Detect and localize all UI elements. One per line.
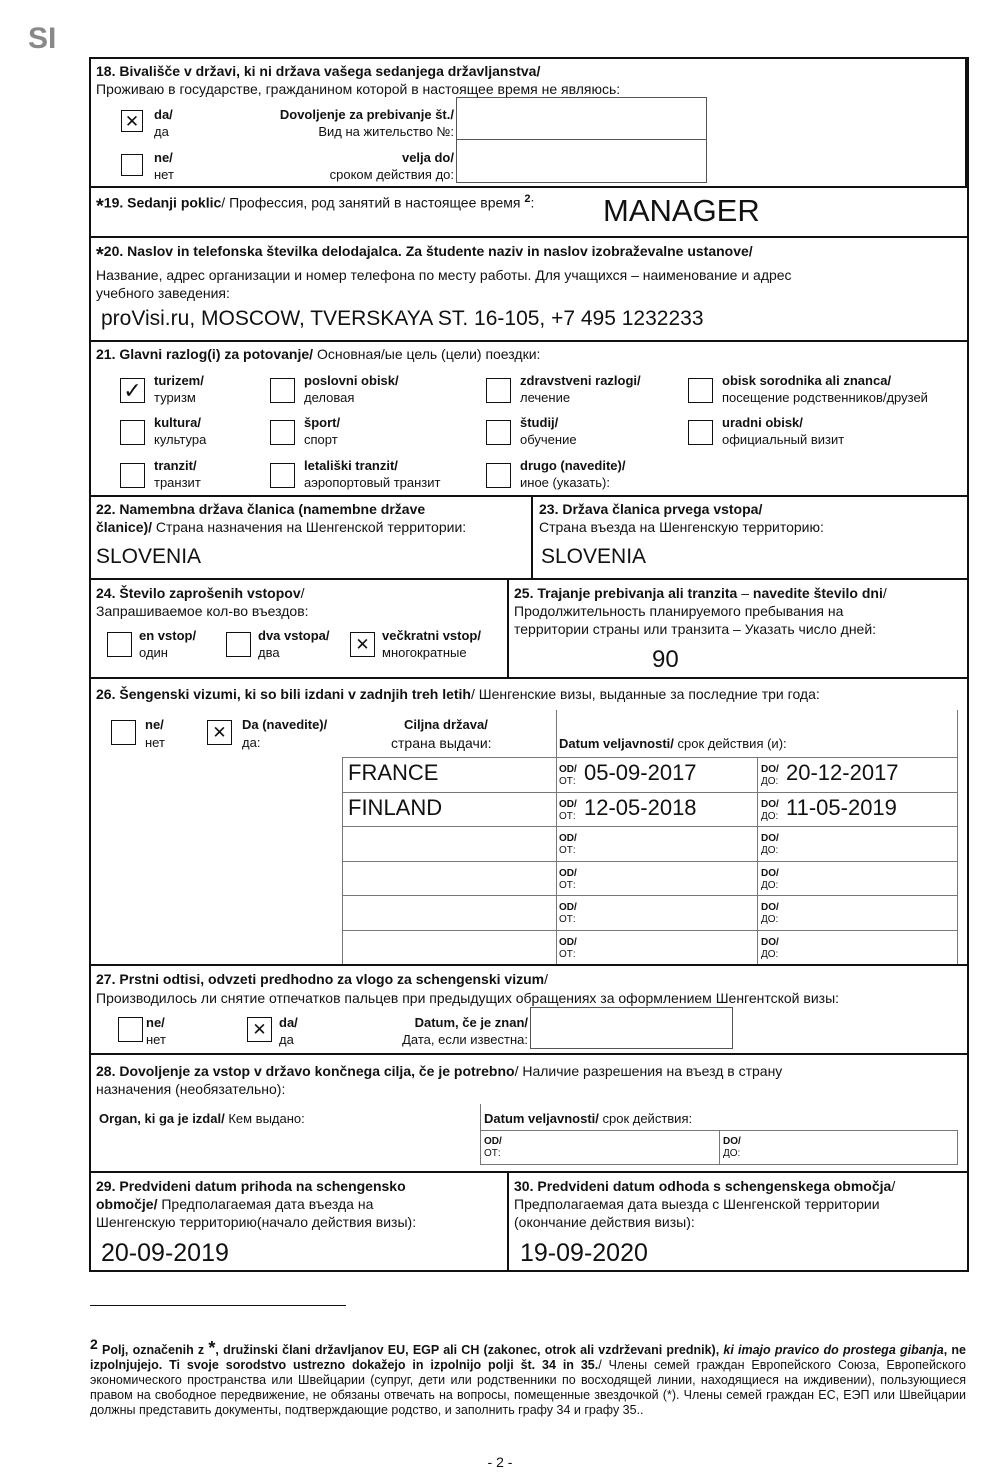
s21-option-label: kultura/ xyxy=(154,415,201,430)
s20-title-ru-2: учебного заведения: xyxy=(96,285,230,301)
s26-do-label: DO/ xyxy=(761,833,779,844)
s28-do-label-ru: ДО: xyxy=(723,1148,741,1159)
s28-organ-label-ru: Кем выдано: xyxy=(224,1111,305,1126)
s26-row-od-label xyxy=(559,902,577,926)
s26-do-label-ru: ДО: xyxy=(761,776,779,787)
s28-organ-label: Organ, ki ga je izdal/ xyxy=(99,1111,225,1126)
footnote-separator xyxy=(90,1305,346,1306)
s21-option-label-ru: посещение родственников/друзей xyxy=(722,390,928,405)
s26-od-label: OD/ xyxy=(559,833,577,844)
s21-option-label-ru: иное (указать): xyxy=(520,475,610,490)
s18-permit-label-ru: Вид на жительство №: xyxy=(318,124,454,139)
s22-title-ru: Страна назначения на Шенгенской территории: xyxy=(152,519,467,535)
s21-option-label-ru: обучение xyxy=(520,432,577,447)
s27-title-ru: Производилось ли снятие отпечатков пальцев при предыдущих обращениях за оформлением Шенгентской визы: xyxy=(96,990,840,1006)
s26-row-do-label xyxy=(761,868,779,892)
footnote-text-italic: ki imajo pravico do prostega gibanja xyxy=(723,1343,944,1358)
s21-option-label-ru: спорт xyxy=(304,432,338,447)
s26-no-label-ru: нет xyxy=(145,735,165,750)
s21-option-checkbox[interactable] xyxy=(486,378,511,403)
page-number: - 2 - xyxy=(487,1454,513,1470)
footnote xyxy=(90,1337,966,1418)
s28-validity-label: Datum veljavnosti/ xyxy=(484,1111,599,1126)
s26-do-label: DO/ xyxy=(761,868,779,879)
s26-row-to[interactable]: 11-05-2019 xyxy=(786,795,897,820)
s24-option-label: dva vstopa/ xyxy=(258,628,330,643)
s26-row-od-label xyxy=(559,799,577,823)
s18-no-label: ne/ xyxy=(154,150,173,165)
s26-do-label: DO/ xyxy=(761,764,779,775)
s21-option-checkbox[interactable] xyxy=(688,420,713,445)
s26-title: 26. Šengenski vizumi, ki so bili izdani v zadnjih treh letih xyxy=(96,686,471,702)
s27-title: 27. Prstni odtisi, odvzeti predhodno za vlogo za schengenski vizum xyxy=(96,971,545,987)
s21-option-label: tranzit/ xyxy=(154,458,197,473)
s19-title: 19. Sedanji poklic xyxy=(103,194,222,211)
s21-option-label-ru: культура xyxy=(154,432,207,447)
s26-row-from[interactable]: 05-09-2017 xyxy=(584,760,697,785)
s21-option-label: uradni obisk/ xyxy=(722,415,803,430)
footnote-text-3: , ne izpolnjujejo. Ti svoje sorodstvo ustrezno dokažejo in izpolnijo polji št. 34 in 35. xyxy=(90,1343,966,1373)
s26-no-label: ne/ xyxy=(145,717,164,732)
s24-option-label-ru: многократные xyxy=(382,645,467,660)
s21-option-checkbox[interactable] xyxy=(486,463,511,488)
s21-option-checkbox[interactable] xyxy=(120,463,145,488)
footnote-text-2: , družinski člani državljanov EU, EGP ali CH (zakonec, otrok ali vzdrževani prednik), xyxy=(215,1343,724,1358)
s26-row-do-label xyxy=(761,799,779,823)
s19-footnote-ref: 2 xyxy=(524,193,531,205)
s27-no-label-ru: нет xyxy=(146,1032,166,1047)
s28-title-ru-1: / Наличие разрешения на въезд в страну xyxy=(514,1063,783,1079)
s29-title-2: območje/ xyxy=(96,1196,158,1212)
s19-title-ru: / Профессия, род занятий в настоящее время xyxy=(221,194,521,211)
s26-country-label: Ciljna država/ xyxy=(404,717,488,732)
s28-validity-label-ru: срок действия: xyxy=(598,1111,693,1126)
footnote-number: 2 xyxy=(90,1336,98,1352)
s21-option-label-ru: туризм xyxy=(154,390,196,405)
s29-title-1: 29. Predvideni datum prihoda na schengensko xyxy=(96,1178,406,1194)
s27-no-checkbox[interactable] xyxy=(118,1017,143,1042)
s19-star: * xyxy=(96,195,104,218)
s18-valid-label: velja do/ xyxy=(401,150,454,165)
s26-do-label-ru: ДО: xyxy=(761,811,779,822)
s30-title-ru-1: Предполагаемая дата выезда с Шенгенской территории xyxy=(514,1196,880,1212)
s18-permit-field[interactable] xyxy=(456,97,707,140)
s18-no-label-ru: нет xyxy=(154,167,174,182)
s19-colon: : xyxy=(530,194,535,211)
s25-title: 25. Trajanje prebivanja ali tranzita xyxy=(514,585,738,601)
s30-title-ru-2: (окончание действия визы): xyxy=(514,1214,695,1230)
s26-do-label-ru: ДО: xyxy=(761,880,779,891)
s26-od-label: OD/ xyxy=(559,764,577,775)
s27-no-label: ne/ xyxy=(146,1015,165,1030)
s29-title-ru-2: Шенгенскую территорию(начало действия визы): xyxy=(96,1214,417,1230)
s27-yes-label: da/ xyxy=(279,1015,298,1030)
s26-od-label: OD/ xyxy=(559,868,577,879)
s21-option-label-ru: транзит xyxy=(154,475,201,490)
s24-title-ru: Запрашиваемое кол-во въездов: xyxy=(96,603,309,619)
s30-departure-value[interactable]: 19-09-2020 xyxy=(520,1239,648,1267)
s23-first-entry-value[interactable]: SLOVENIA xyxy=(541,545,647,568)
s27-date-field[interactable] xyxy=(530,1007,733,1049)
s24-option-label-ru: два xyxy=(258,645,280,660)
s27-date-label-ru: Дата, если известна: xyxy=(402,1032,528,1047)
s26-od-label-ru: ОТ: xyxy=(559,914,576,925)
s24-option-label: en vstop/ xyxy=(139,628,197,643)
s26-od-label-ru: ОТ: xyxy=(559,845,576,856)
s18-title-ru: Проживаю в государстве, гражданином которой в настоящее время не являюсь: xyxy=(96,81,621,97)
s26-row-od-label xyxy=(559,868,577,892)
s21-option-checkbox[interactable]: ✓ xyxy=(120,378,145,403)
s26-yes-label-ru: да: xyxy=(242,735,261,750)
s22-destination-value[interactable]: SLOVENIA xyxy=(96,545,202,568)
s23-title-ru: Страна въезда на Шенгенскую территорию: xyxy=(539,519,824,535)
footnote-text-ru: / Члены семей граждан Европейского Союза, Европейского экономического пространства или Швейцарии (супруг, дети или родственники по восходящей линии, находящиеся на иждивении), пользующиеся правом на свободное передвижение, не обязаны отвечать на вопросы, помещенные звездочкой (*). Члены семей граждан ЕС, ЕЭП или Швейцарии должны представить документы, подтверждающие родство, и заполнить графу 34 и графу 35.. xyxy=(90,1358,966,1418)
s24-title-slash: / xyxy=(300,585,305,601)
s21-title: 21. Glavni razlog(i) za potovanje/ xyxy=(96,346,314,362)
s27-date-label: Datum, če je znan/ xyxy=(414,1015,528,1030)
s29-title-ru-1: Предполагаемая дата въезда на xyxy=(157,1196,374,1212)
s26-validity-label-ru: срок действия (и): xyxy=(673,736,787,751)
s26-row-do-label xyxy=(761,902,779,926)
s25-title-dash: – xyxy=(737,585,753,601)
s25-title-ru-2: территории страны или транзита – Указать число дней: xyxy=(514,621,877,637)
s26-row-od-label xyxy=(559,937,577,961)
s25-title-ru-1: Продолжительность планируемого пребывания на xyxy=(514,603,844,619)
s26-do-label-ru: ДО: xyxy=(761,914,779,925)
s26-row-do-label xyxy=(761,937,779,961)
s26-yes-label: Da (navedite)/ xyxy=(242,717,328,732)
s18-valid-label-ru: сроком действия до: xyxy=(329,167,454,182)
s18-no-checkbox[interactable] xyxy=(121,154,143,176)
s20-title: 20. Naslov in telefonska številka delodajalca. Za študente naziv in naslov izobraževalne ustanove/ xyxy=(103,243,753,259)
s25-days-value[interactable]: 90 xyxy=(652,646,679,673)
s26-od-label-ru: ОТ: xyxy=(559,776,576,787)
s21-option-label: letališki tranzit/ xyxy=(304,458,398,473)
s26-do-label-ru: ДО: xyxy=(761,845,779,856)
s30-title: 30. Predvideni datum odhoda s schengenskega območja xyxy=(514,1178,892,1194)
s19-occupation-value[interactable]: MANAGER xyxy=(603,193,760,228)
s21-option-label: drugo (navedite)/ xyxy=(520,458,626,473)
s26-od-label-ru: ОТ: xyxy=(559,880,576,891)
s27-yes-label-ru: да xyxy=(279,1032,294,1047)
s18-yes-label-ru: да xyxy=(154,124,169,139)
s26-od-label: OD/ xyxy=(559,799,577,810)
s28-title-ru-2: назначения (необязательно): xyxy=(96,1081,286,1097)
s26-row-line xyxy=(342,930,958,931)
s18-yes-label: da/ xyxy=(154,107,173,122)
s26-row-do-label xyxy=(761,833,779,857)
s26-do-label: DO/ xyxy=(761,799,779,810)
s21-option-checkbox[interactable] xyxy=(270,378,295,403)
s26-od-label: OD/ xyxy=(559,937,577,948)
s21-option-label-ru: официальный визит xyxy=(722,432,845,447)
s22-title-1: 22. Namembna država članica (namembne države xyxy=(96,501,426,517)
footnote-star: * xyxy=(208,1338,216,1359)
s26-yes-checkbox[interactable]: ✕ xyxy=(207,720,232,745)
s21-option-label: poslovni obisk/ xyxy=(304,373,399,388)
s28-do-label: DO/ xyxy=(723,1136,741,1147)
s26-do-label: DO/ xyxy=(761,902,779,913)
s21-option-label-ru: деловая xyxy=(304,390,355,405)
s21-option-label: zdravstveni razlogi/ xyxy=(520,373,641,388)
s24-option-checkbox[interactable] xyxy=(107,632,132,657)
s21-option-label-ru: лечение xyxy=(520,390,571,405)
s26-row-do-label xyxy=(761,764,779,788)
s21-option-checkbox[interactable] xyxy=(270,463,295,488)
s26-row-line xyxy=(342,826,958,827)
s26-title-ru: / Шенгенские визы, выданные за последние три года: xyxy=(470,686,820,702)
s30-title-slash: / xyxy=(891,1178,896,1194)
s23-title: 23. Država članica prvega vstopa/ xyxy=(539,501,763,517)
s21-option-checkbox[interactable] xyxy=(120,420,145,445)
s26-row-od-label xyxy=(559,764,577,788)
s26-row-od-label xyxy=(559,833,577,857)
s26-row-line xyxy=(342,792,958,793)
s20-title-ru-1: Название, адрес организации и номер телефона по месту работы. Для учащихся – наименование и адрес xyxy=(96,267,792,283)
s27-title-slash: / xyxy=(544,971,548,987)
s25-title-slash: / xyxy=(882,585,887,601)
s21-option-checkbox[interactable] xyxy=(688,378,713,403)
s26-country-label-ru: страна выдачи: xyxy=(391,735,492,751)
s26-row-country[interactable]: FINLAND xyxy=(348,795,443,820)
s18-yes-checkbox[interactable]: ✕ xyxy=(121,110,143,132)
s21-option-label: turizem/ xyxy=(154,373,204,388)
s26-od-label: OD/ xyxy=(559,902,577,913)
country-code: SI xyxy=(28,22,57,55)
s22-title-2: članice)/ xyxy=(96,519,153,535)
s26-row-line xyxy=(342,861,958,862)
s26-od-label-ru: ОТ: xyxy=(559,949,576,960)
s26-row-to[interactable]: 20-12-2017 xyxy=(786,760,899,785)
s18-permit-label: Dovoljenje za prebivanje št./ xyxy=(279,107,454,122)
s26-no-checkbox[interactable] xyxy=(111,720,136,745)
footnote-text-1: Polj, označenih z xyxy=(97,1343,209,1358)
s21-option-checkbox[interactable] xyxy=(270,420,295,445)
s24-option-label: večkratni vstop/ xyxy=(382,628,481,643)
s26-do-label: DO/ xyxy=(761,937,779,948)
s29-arrival-value[interactable]: 20-09-2019 xyxy=(101,1239,229,1267)
s28-od-label: OD/ xyxy=(484,1136,502,1147)
s24-title: 24. Število zaprošenih vstopov xyxy=(96,585,301,601)
s28-title: 28. Dovoljenje za vstop v državo končnega cilja, če je potrebno xyxy=(96,1063,515,1079)
s21-option-label: šport/ xyxy=(304,415,341,430)
s18-title: 18. Bivališče v državi, ki ni država vašega sedanjega državljanstva/ xyxy=(96,63,541,79)
s26-row-from[interactable]: 12-05-2018 xyxy=(584,795,697,820)
s26-od-label-ru: ОТ: xyxy=(559,811,576,822)
s24-option-label-ru: один xyxy=(139,645,168,660)
s21-option-checkbox[interactable] xyxy=(486,420,511,445)
s27-yes-checkbox[interactable]: ✕ xyxy=(247,1017,272,1042)
s26-row-line xyxy=(342,895,958,896)
s20-star: * xyxy=(96,244,104,266)
s26-row-country[interactable]: FRANCE xyxy=(348,760,439,785)
s26-do-label-ru: ДО: xyxy=(761,949,779,960)
s21-option-label-ru: аэропортовый транзит xyxy=(304,475,441,490)
s20-employer-value[interactable]: proVisi.ru, MOSCOW, TVERSKAYA ST. 16-105, +7 495 1232233 xyxy=(101,307,704,330)
s18-valid-field[interactable] xyxy=(456,140,707,183)
s25-title-2: navedite število dni xyxy=(752,585,883,601)
s21-option-label: študij/ xyxy=(520,415,559,430)
s21-title-ru: Основная/ые цель (цели) поездки: xyxy=(313,346,541,362)
s26-validity-label: Datum veljavnosti/ xyxy=(559,736,674,751)
s21-option-label: obisk sorodnika ali znanca/ xyxy=(722,373,892,388)
s28-od-label-ru: ОТ: xyxy=(484,1148,501,1159)
s24-option-checkbox[interactable]: ✕ xyxy=(350,632,375,657)
s24-option-checkbox[interactable] xyxy=(226,632,251,657)
